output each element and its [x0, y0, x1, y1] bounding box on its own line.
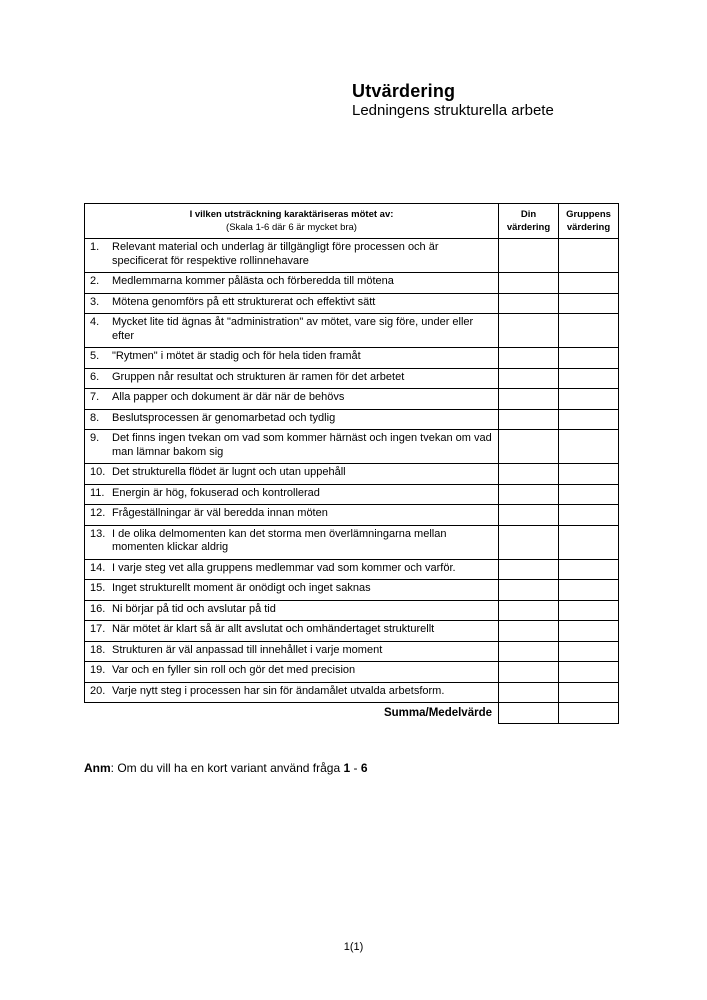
gruppens-vardering-cell[interactable] [559, 273, 619, 294]
table-row [85, 430, 619, 464]
question-text: "Rytmen" i mötet är stadig och för hela tiden framåt [112, 350, 361, 362]
din-vardering-cell[interactable] [499, 559, 559, 580]
table-row [85, 348, 619, 369]
gruppens-vardering-cell[interactable] [559, 525, 619, 559]
question-cell [85, 525, 499, 559]
table-row [85, 600, 619, 621]
gruppens-vardering-cell[interactable] [559, 239, 619, 273]
question-cell [85, 559, 499, 580]
table-row [85, 464, 619, 485]
question-cell [85, 368, 499, 389]
din-vardering-cell[interactable] [499, 368, 559, 389]
gruppens-vardering-cell[interactable] [559, 580, 619, 601]
question-cell [85, 273, 499, 294]
question-number: 13. [90, 527, 106, 540]
question-header-title: I vilken utsträckning karaktäriseras mötet av: [189, 209, 394, 220]
question-cell [85, 484, 499, 505]
gruppens-vardering-cell[interactable] [559, 621, 619, 642]
question-number: 3. [90, 295, 100, 308]
question-text: Alla papper och dokument är där när de behövs [112, 391, 345, 403]
din-vardering-column-header: Din värdering [499, 204, 559, 239]
din-vardering-cell[interactable] [499, 464, 559, 485]
question-number: 2. [90, 275, 100, 287]
question-cell [85, 348, 499, 369]
gruppens-vardering-column-header: Gruppens värdering [559, 204, 619, 239]
table-header-row [85, 204, 619, 239]
question-number: 16. [90, 602, 106, 615]
question-header-scale: (Skala 1-6 där 6 är mycket bra) [226, 222, 357, 233]
table-row [85, 273, 619, 294]
question-number: 12. [90, 507, 106, 519]
question-cell [85, 314, 499, 348]
footnote-text: : Om du vill ha en kort variant använd fråga [110, 761, 344, 775]
din-vardering-cell[interactable] [499, 409, 559, 430]
question-number: 6. [90, 370, 100, 383]
din-vardering-cell[interactable] [499, 484, 559, 505]
question-cell [85, 682, 499, 703]
question-text: Ni börjar på tid och avslutar på tid [112, 602, 276, 615]
din-vardering-cell[interactable] [499, 641, 559, 662]
question-cell [85, 464, 499, 485]
question-cell [85, 430, 499, 464]
table-row [85, 368, 619, 389]
footnote-range-start: 1 [343, 761, 351, 775]
footnote-label: Anm [84, 761, 111, 775]
question-text: När mötet är klart så är allt avslutat och omhändertaget strukturellt [112, 623, 435, 635]
summary-row [85, 703, 619, 724]
gruppens-vardering-cell[interactable] [559, 293, 619, 314]
gruppens-vardering-cell[interactable] [559, 682, 619, 703]
table-row [85, 314, 619, 348]
question-text: Gruppen når resultat och strukturen är ramen för det arbetet [112, 370, 405, 383]
question-text: I varje steg vet alla gruppens medlemmar vad som kommer och varför. [112, 561, 456, 574]
footnote-range-separator: - [350, 761, 361, 775]
footnote-range-end: 6 [360, 761, 368, 775]
gruppens-vardering-cell[interactable] [559, 600, 619, 621]
question-column-header [85, 204, 499, 239]
din-vardering-cell[interactable] [499, 239, 559, 273]
din-vardering-cell[interactable] [499, 348, 559, 369]
question-cell [85, 580, 499, 601]
page-title: Utvärdering [352, 81, 456, 101]
evaluation-table [84, 203, 619, 724]
question-text: Varje nytt steg i processen har sin för ändamålet utvalda arbetsform. [112, 684, 445, 697]
question-number: 8. [90, 411, 100, 424]
din-vardering-cell[interactable] [499, 525, 559, 559]
table-row [85, 409, 619, 430]
gruppens-vardering-cell[interactable] [559, 409, 619, 430]
question-number: 14. [90, 561, 106, 574]
question-number: 15. [90, 582, 106, 594]
din-vardering-cell[interactable] [499, 273, 559, 294]
din-vardering-cell[interactable] [499, 621, 559, 642]
question-number: 18. [90, 643, 106, 656]
gruppens-vardering-cell[interactable] [559, 464, 619, 485]
table-row [85, 484, 619, 505]
table-row [85, 505, 619, 526]
question-text: Medlemmarna kommer pålästa och förberedda till mötena [112, 275, 394, 287]
din-vardering-cell[interactable] [499, 662, 559, 683]
question-number: 20. [90, 684, 106, 697]
question-cell [85, 239, 499, 273]
question-number: 1. [90, 241, 100, 253]
question-text: Beslutsprocessen är genomarbetad och tydlig [112, 411, 336, 424]
gruppens-vardering-cell[interactable] [559, 641, 619, 662]
question-cell [85, 505, 499, 526]
page-number: 1(1) [343, 941, 364, 953]
question-text: Mycket lite tid ägnas åt "administration" av mötet, vare sig före, under eller efter [112, 316, 474, 342]
table-row [85, 682, 619, 703]
question-text: Strukturen är väl anpassad till innehållet i varje moment [112, 643, 383, 656]
gruppens-vardering-cell[interactable] [559, 505, 619, 526]
question-cell [85, 621, 499, 642]
title-block [352, 81, 554, 120]
din-vardering-cell[interactable] [499, 580, 559, 601]
question-cell [85, 293, 499, 314]
question-cell [85, 389, 499, 410]
question-cell [85, 662, 499, 683]
din-vardering-cell[interactable] [499, 430, 559, 464]
question-text: Frågeställningar är väl beredda innan möten [112, 507, 328, 519]
table-row [85, 239, 619, 273]
din-vardering-cell[interactable] [499, 505, 559, 526]
gruppens-vardering-cell[interactable] [559, 662, 619, 683]
table-row [85, 293, 619, 314]
summary-din-vardering-cell[interactable] [499, 703, 559, 724]
table-row [85, 580, 619, 601]
table-row [85, 559, 619, 580]
table-row [85, 621, 619, 642]
table-row [85, 389, 619, 410]
question-number: 17. [90, 623, 106, 635]
question-text: Det strukturella flödet är lugnt och utan uppehåll [112, 466, 346, 478]
question-text: Mötena genomförs på ett strukturerat och effektivt sätt [112, 295, 376, 308]
gruppens-vardering-cell[interactable] [559, 430, 619, 464]
footnote [84, 761, 368, 776]
table-row [85, 641, 619, 662]
question-rows [85, 239, 619, 703]
question-text: I de olika delmomenten kan det storma men överlämningarna mellan momenten klickar aldrig [112, 527, 447, 553]
question-cell [85, 409, 499, 430]
table-row [85, 662, 619, 683]
question-number: 5. [90, 350, 100, 362]
question-number: 11. [90, 486, 105, 499]
question-text: Relevant material och underlag är tillgängligt före processen och är specificerat för respektive rollinnehavare [112, 241, 439, 267]
gruppens-vardering-cell[interactable] [559, 484, 619, 505]
din-vardering-cell[interactable] [499, 314, 559, 348]
gruppens-vardering-cell[interactable] [559, 348, 619, 369]
gruppens-vardering-cell[interactable] [559, 314, 619, 348]
question-cell [85, 641, 499, 662]
table-row [85, 525, 619, 559]
question-text: Var och en fyller sin roll och gör det med precision [112, 664, 356, 676]
question-text: Det finns ingen tvekan om vad som kommer härnäst och ingen tvekan om vad man lämnar bakom sig [112, 432, 492, 458]
gruppens-vardering-cell[interactable] [559, 389, 619, 410]
page-subtitle: Ledningens strukturella arbete [352, 101, 554, 119]
din-vardering-cell[interactable] [499, 682, 559, 703]
question-cell [85, 600, 499, 621]
summary-label: Summa/Medelvärde [383, 707, 492, 720]
din-vardering-cell[interactable] [499, 600, 559, 621]
din-vardering-cell[interactable] [499, 389, 559, 410]
question-number: 19. [90, 664, 106, 676]
question-number: 9. [90, 432, 100, 444]
question-text: Inget strukturellt moment är onödigt och inget saknas [112, 582, 371, 594]
question-text: Energin är hög, fokuserad och kontrollerad [112, 486, 320, 499]
question-number: 7. [90, 391, 100, 403]
din-vardering-cell[interactable] [499, 293, 559, 314]
question-number: 10. [90, 466, 106, 478]
gruppens-vardering-cell[interactable] [559, 559, 619, 580]
gruppens-vardering-cell[interactable] [559, 368, 619, 389]
question-number: 4. [90, 316, 100, 328]
summary-gruppens-vardering-cell[interactable] [559, 703, 619, 724]
